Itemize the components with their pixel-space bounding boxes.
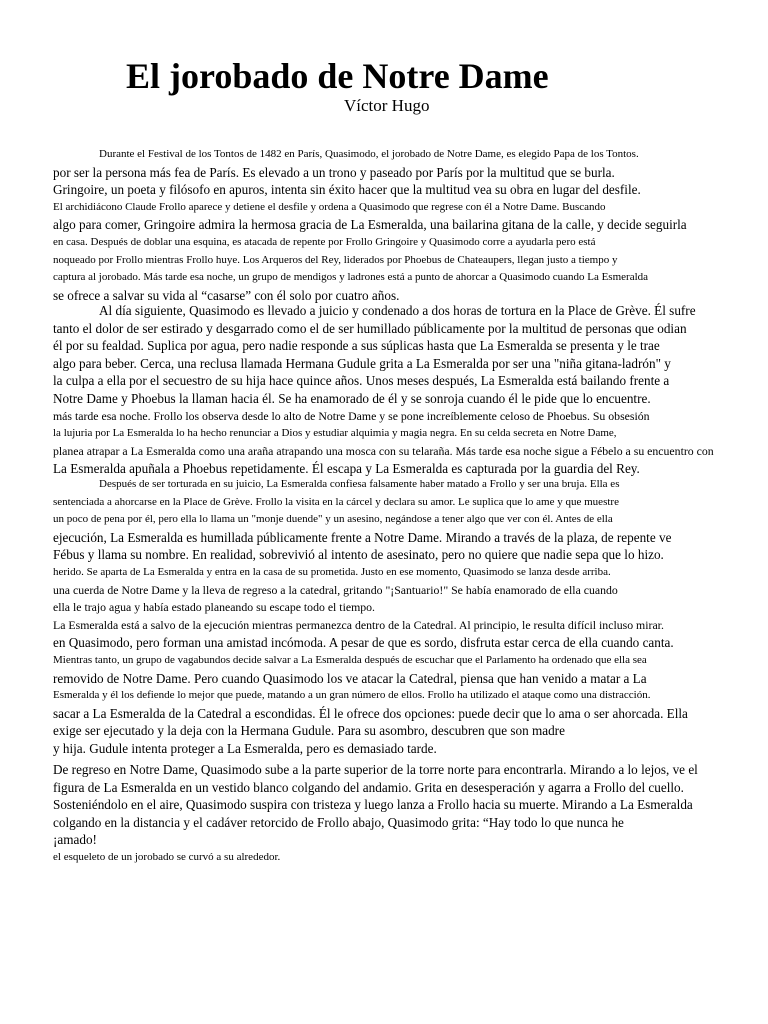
text-line: De regreso en Notre Dame, Quasimodo sube a la parte superior de la torre norte para encontrarla. Mirando a lo lejos, ve el <box>53 762 698 777</box>
paragraph-1 <box>53 146 767 304</box>
text-line: Durante el Festival de los Tontos de 1482 en París, Quasimodo, el jorobado de Notre Dame, es elegido Papa de los Tontos. <box>99 148 639 160</box>
text-line: un poco de pena por él, pero ella lo llama un "monje duende" y un asesino, negándose a tener algo que ver con él. Antes de ella <box>53 513 613 526</box>
text-line: por ser la persona más fea de París. Es elevado a un trono y paseado por París por la multitud que se burla. <box>53 164 615 180</box>
text-line: colgando en la distancia y el cadáver retorcido de Frollo abajo, Quasimodo grita: “Hay todo lo que nunca he <box>53 814 624 830</box>
text-line: Después de ser torturada en su juicio, La Esmeralda confiesa falsamente haber matado a Frollo y ser una bruja. Ella es <box>99 478 620 490</box>
text-line: y hija. Gudule intenta proteger a La Esmeralda, pero es demasiado tarde. <box>53 740 437 756</box>
text-line: planea atrapar a La Esmeralda como una araña atrapando una mosca con su telaraña. Más tarde esa noche sigue a Fébelo a su encuentro con <box>53 443 714 458</box>
paragraph-2 <box>53 302 767 478</box>
text-line: ella le trajo agua y había estado planeando su escape todo el tiempo. <box>53 600 376 615</box>
text-line: se ofrece a salvar su vida al “casarse” con él solo por cuatro años. <box>53 287 400 303</box>
text-line: Fébus y llama su nombre. En realidad, sobrevivió al intento de asesinato, pero no quiere que nadie sepa que lo hizo. <box>53 547 664 563</box>
text-line: noqueado por Frollo mientras Frollo huye. Los Arqueros del Rey, liderados por Phoebus de Chateaupers, llegan justo a tiempo y <box>53 253 618 266</box>
paragraph-4 <box>53 652 767 758</box>
text-line: en casa. Después de doblar una esquina, es atacada de repente por Frollo Gringoire y Quasimodo corre a ayudarla pero está <box>53 235 596 248</box>
text-line: él por su fealdad. Suplica por agua, pero nadie responde a sus súplicas hasta que La Esmeralda se presenta y le trae <box>53 338 660 354</box>
text-line: algo para beber. Cerca, una reclusa llamada Hermana Gudule grita a La Esmeralda por ser una "niña gitana-ladrón" y <box>53 355 671 371</box>
text-line: Gringoire, un poeta y filósofo en apuros, intenta sin éxito hacer que la multitud vea su obra en lugar del desfile. <box>53 182 641 198</box>
text-line: removido de Notre Dame. Pero cuando Quasimodo los ve atacar la Catedral, piensa que han venido a matar a La <box>53 670 647 686</box>
text-line: herido. Se aparta de La Esmeralda y entra en la casa de su prometida. Justo en ese momento, Quasimodo se lanza desde arriba. <box>53 565 611 578</box>
text-line: algo para comer, Gringoire admira la hermosa gracia de La Esmeralda, una bailarina gitana de la calle, y decide seguirla <box>53 217 687 233</box>
text-line: captura al jorobado. Más tarde esa noche, un grupo de mendigos y ladrones está a punto de ahorcar a Quasimodo cuando La Esmeralda <box>53 271 649 284</box>
text-line: Sosteniéndolo en el aire, Quasimodo suspira con tristeza y luego lanza a Frollo hacia su muerte. Mirando a La Esmeralda <box>53 797 693 813</box>
text-line: El archidiácono Claude Frollo aparece y detiene el desfile y ordena a Quasimodo que regrese con él a Notre Dame. Buscando <box>53 200 606 213</box>
text-line: la culpa a ella por el secuestro de su hija hace quince años. Unos meses después, La Esmeralda está bailando frente a <box>53 373 670 389</box>
text-line: ¡amado! <box>53 832 97 848</box>
text-line: Al día siguiente, Quasimodo es llevado a juicio y condenado a dos horas de tortura en la Place de Grève. Él sufre <box>99 303 696 318</box>
text-line: Esmeralda y él los defiende lo mejor que puede, matando a un gran número de ellos. Frollo ha utilizado el ataque como una distracción. <box>53 689 651 702</box>
paragraph-3 <box>53 476 767 652</box>
text-line: el esqueleto de un jorobado se curvó a su alrededor. <box>53 850 281 863</box>
text-line: figura de La Esmeralda en un vestido blanco colgando del andamio. Grita en desesperación y agarra a Frollo del cuello. <box>53 779 684 795</box>
text-line: ejecución, La Esmeralda es humillada públicamente frente a Notre Dame. Mirando a través de la plaza, de repente ve <box>53 529 672 545</box>
text-line: una cuerda de Notre Dame y la lleva de regreso a la catedral, gritando "¡Santuario!" Se había enamorado de ella cuando <box>53 582 618 597</box>
text-line: La Esmeralda está a salvo de la ejecución mientras permanezca dentro de la Catedral. Al principio, le resulta difícil incluso mirar. <box>53 617 664 632</box>
text-line: sentenciada a ahorcarse en la Place de Grève. Frollo la visita en la cárcel y declara su amor. Le suplica que lo ame y que muestre <box>53 495 619 508</box>
document-title: El jorobado de Notre Dame <box>126 56 549 96</box>
text-line: exige ser ejecutado y la deja con la Hermana Gudule. Para su asombro, descubren que son madre <box>53 723 565 739</box>
text-line: la lujuria por La Esmeralda lo ha hecho renunciar a Dios y estudiar alquimia y magia negra. En su celda secreta en Notre Dame, <box>53 427 617 440</box>
text-line: Mientras tanto, un grupo de vagabundos decide salvar a La Esmeralda después de escuchar que el Parlamento ha ordenado que ella sea <box>53 654 647 666</box>
text-line: en Quasimodo, pero forman una amistad incómoda. A pesar de que es sordo, disfruta estar cerca de ella cuando canta. <box>53 635 674 651</box>
text-line: más tarde esa noche. Frollo los observa desde lo alto de Notre Dame y se pone increíblemente celoso de Phoebus. Su obsesión <box>53 408 650 423</box>
text-line: Notre Dame y Phoebus la llaman hacia él. Se ha enamorado de él y se sonroja cuando él le pide que lo encuentre. <box>53 390 651 406</box>
paragraph-5 <box>53 761 767 867</box>
text-line: sacar a La Esmeralda de la Catedral a escondidas. Él le ofrece dos opciones: puede decir que lo ama o ser ahorcada. Ella <box>53 705 688 721</box>
text-line: tanto el dolor de ser estirado y desgarrado como el de ser humillado públicamente por la multitud de personas que odian <box>53 320 687 336</box>
document-author: Víctor Hugo <box>344 96 430 115</box>
text-line: La Esmeralda apuñala a Phoebus repetidamente. Él escapa y La Esmeralda es capturada por la guardia del Rey. <box>53 461 640 477</box>
